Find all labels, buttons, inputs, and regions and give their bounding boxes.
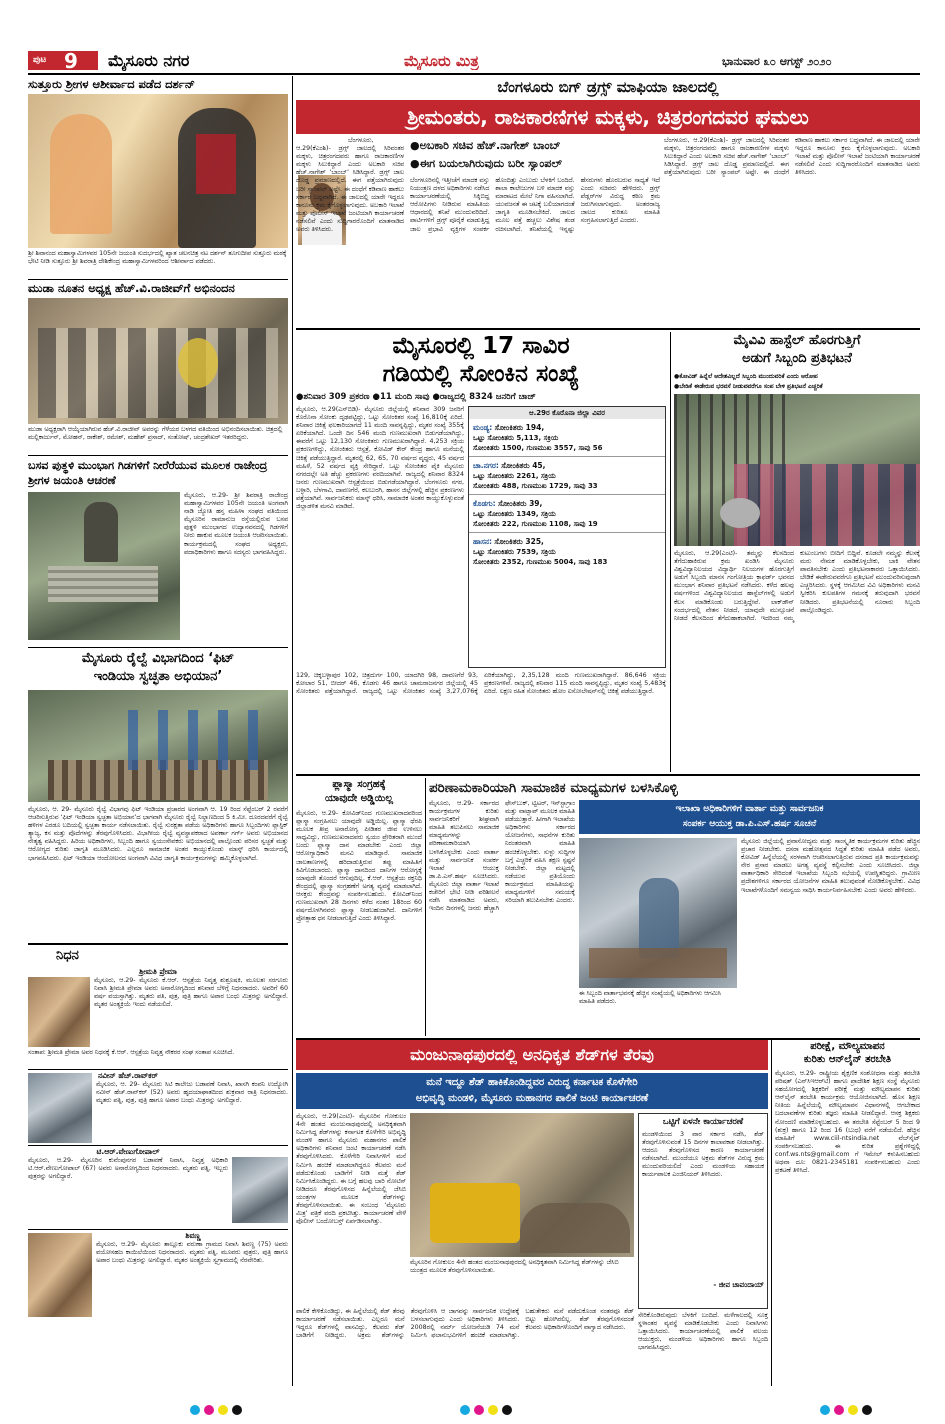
social-body-right: ಮೈಸೂರು ಜಿಲ್ಲೆಯಲ್ಲಿ ಪ್ರವಾಸೋದ್ಯಮ ಮತ್ತು ಸಾಂಸ್ಕೃತಿಕ ಕಾರ್ಯಕ್ರಮಗಳ ಕುರಿತು ಹೆಚ್ಚಿನ ಪ್ರಚಾರ ನೀಡಬೇಕು. ದಸರಾ ಮಹೋತ್ಸವದ ಸಿದ್ಧತೆ ಕುರಿತು ಮಾಹಿತಿ ಪಡೆದ ಅವರು, ಕೋವಿಡ್ ಹಿನ್ನೆಲೆಯಲ್ಲಿ ಸರಳವಾಗಿ ಆಚರಿಸಲಾಗುತ್ತಿರುವ ದಸರಾದ ಪ್ರತಿ ಕಾರ್ಯಕ್ರಮವನ್ನು ನೇರ ಪ್ರಸಾರ ಮಾಡಲು ಅಗತ್ಯ ವ್ಯವಸ್ಥೆ ಕಲ್ಪಿಸಬೇಕು ಎಂದು ಸೂಚಿಸಿದರು. ಜಿಲ್ಲಾ ವಾರ್ತಾಧಿಕಾರಿ ಸೇರಿದಂತೆ ಇಲಾಖೆಯ ಸಿಬ್ಬಂದಿ ಸಭೆಯಲ್ಲಿ ಉಪಸ್ಥಿತರಿದ್ದರು. ಗ್ರಾಮೀಣ ಪ್ರದೇಶಗಳಿಗೂ ಸರ್ಕಾರದ ಯೋಜನೆಗಳ ಮಾಹಿತಿ ತಲುಪುವಂತೆ ನೋಡಿಕೊಳ್ಳಬೇಕು. ವಿವಿಧ ಇಲಾಖೆಗಳೊಂದಿಗೆ ಸಮನ್ವಯ ಸಾಧಿಸಿ ಕಾರ್ಯನಿರ್ವಹಿಸಬೇಕು ಎಂದು ಅವರು ಹೇಳಿದರು. — [741, 838, 920, 894]
lead-kicker: ಬೆಂಗಳೂರು ಬಿಗ್ ಡ್ರಗ್ಸ್ ಮಾಫಿಯಾ ಜಾಲದಲ್ಲಿ — [497, 78, 719, 96]
jcb — [430, 1183, 520, 1243]
plasma-story — [296, 778, 422, 1036]
obit-photo-2 — [28, 1073, 92, 1143]
obit-photo-3 — [232, 1157, 288, 1223]
workers — [128, 710, 268, 770]
obit-name-1: ಶ್ರೀಮತಿ ಪ್ರೇಮಾ — [139, 967, 177, 976]
social-photo — [579, 838, 737, 988]
divider — [28, 647, 288, 648]
page-date: ಭಾನುವಾರ ೩೦ ಆಗಸ್ಟ್ ೨೦೨೦ — [722, 55, 832, 68]
divider — [296, 774, 920, 776]
hostel-subhead-1: ●ಕೋವಿಡ್ ಹಿನ್ನೆಲೆ ಆದೇಶವಿಲ್ಲದೆ ಸಿಬ್ಬಂದಿ ಮುಂದುವರಿಕೆ ಎಂದು ಆರೋಪ — [674, 373, 818, 380]
divider — [28, 1229, 288, 1230]
covid-body: ಮೈಸೂರು, ಆ.29(ಎಸ್‌ಬಿಡಿ)- ಮೈಸೂರು ಜಿಲ್ಲೆಯಲ್ಲಿ ಶನಿವಾರ 309 ಜನರಿಗೆ ಕೊರೊನಾ ಸೋಂಕು ದೃಢಪಟ್ಟಿದ್ದು, ಒಟ್ಟು ಸೋಂಕಿತರ ಸಂಖ್ಯೆ 16,810ಕ್ಕೆ ಏರಿದೆ. ಶನಿವಾರ ಚಿಕಿತ್ಸೆ ಫಲಕಾರಿಯಾಗದೆ 11 ಮಂದಿ ಸಾವನ್ನಪ್ಪಿದ್ದು, ಮೃತರ ಸಂಖ್ಯೆ 355ಕ್ಕೆ ಏರಿಕೆಯಾಗಿದೆ. ಒಂದೇ ದಿನ 546 ಮಂದಿ ಗುಣಮುಖರಾಗಿ ಬಿಡುಗಡೆಯಾಗಿದ್ದು, ಈವರೆಗೆ ಒಟ್ಟು 12,130 ಸೋಂಕಿತರು ಗುಣಮುಖರಾಗಿದ್ದಾರೆ. 4,253 ಸಕ್ರಿಯ ಪ್ರಕರಣಗಳಿದ್ದು, ಸೋಂಕಿತರು ಆಸ್ಪತ್ರೆ, ಕೋವಿಡ್ ಕೇರ್ ಕೇಂದ್ರ ಹಾಗೂ ಮನೆಯಲ್ಲಿ ಚಿಕಿತ್ಸೆ ಪಡೆಯುತ್ತಿದ್ದಾರೆ. ಮೃತರಲ್ಲಿ 62, 65, 70 ವರ್ಷದ ವೃದ್ಧರು, 45 ವರ್ಷದ ಮಹಿಳೆ, 52 ವರ್ಷದ ವ್ಯಕ್ತಿ ಸೇರಿದ್ದಾರೆ. ಒಟ್ಟು ಸೋಂಕಿತರ ಪೈಕಿ ಮೈಸೂರು ನಗರದಲ್ಲೇ ಅತಿ ಹೆಚ್ಚು ಪ್ರಕರಣಗಳು ವರದಿಯಾಗಿವೆ. ರಾಜ್ಯದಲ್ಲಿ ಶನಿವಾರ 8324 ಜನರು ಗುಣಮುಖರಾಗಿ ಆಸ್ಪತ್ರೆಯಿಂದ ಬಿಡುಗಡೆಯಾಗಿದ್ದಾರೆ. ಬೆಂಗಳೂರು ನಗರ, ಬಳ್ಳಾರಿ, ಬೆಳಗಾವಿ, ದಾವಣಗೆರೆ, ಕಲಬುರಗಿ, ಹಾಸನ ಜಿಲ್ಲೆಗಳಲ್ಲಿ ಹೆಚ್ಚಿನ ಪ್ರಕರಣಗಳು ಪತ್ತೆಯಾಗಿವೆ. ಸಾರ್ವಜನಿಕರು ಮಾಸ್ಕ್ ಧರಿಸಿ, ಸಾಮಾಜಿಕ ಅಂತರ ಕಾಯ್ದುಕೊಳ್ಳುವಂತೆ ಜಿಲ್ಲಾಡಳಿತ ಮನವಿ ಮಾಡಿದೆ. — [296, 406, 464, 511]
registration-mark-black — [862, 1405, 872, 1415]
shed-body-3: ಸೇರಿಕೊಂಡಿರುವುದು ಬೆಳಕಿಗೆ ಬಂದಿದೆ. ಮಳೆಗಾಲದಲ್ಲಿ ಸೂಕ್ತ ಸ್ಥಳಾಂತರ ವ್ಯವಸ್ಥೆ ಮಾಡಿಕೊಡಬೇಕು ಎಂದು ನಿವಾಸಿಗಳು ಒತ್ತಾಯಿಸಿದರು. ಕಾರ್ಯಾಚರಣೆಯಲ್ಲಿ ಪಾಲಿಕೆ ವಲಯ ಆಯುಕ್ತರು, ಮಂಡಳಿಯ ಅಧಿಕಾರಿಗಳು ಹಾಗೂ ಸಿಬ್ಬಂದಿ ಭಾಗವಹಿಸಿದ್ದರು. — [638, 1312, 768, 1352]
story-basava — [28, 458, 288, 646]
registration-mark-black — [502, 1405, 512, 1415]
covid-headline-2: ಗಡಿಯಲ್ಲಿ ಸೋಂಕಿನ ಸಂಖ್ಯೆ — [382, 361, 580, 387]
page-header — [28, 50, 920, 72]
registration-mark-yellow — [848, 1405, 858, 1415]
section-title: ಮೈಸೂರು ನಗರ — [108, 51, 190, 70]
protesters — [734, 464, 920, 546]
covid-row-l2: ಒಟ್ಟು ಸೋಂಕಿತರು 1349, ಸಕ್ರಿಯ — [473, 510, 556, 518]
obituary-headline: ನಿಧನ — [56, 948, 79, 963]
column-divider — [425, 778, 426, 1036]
divider — [28, 943, 288, 945]
shed-box — [296, 1073, 768, 1109]
covid-row-hassan — [469, 533, 665, 570]
covid-row-l3: ಸೋಂಕಿತರು 1500, ಗುಣಮುಖ 3557, ಸಾವು 56 — [473, 444, 603, 452]
column-divider — [292, 76, 293, 1386]
railway-photo — [28, 690, 288, 802]
darshan-caption: ಶ್ರೀ ಶಿವಾನಂದ ಮಹಾಸ್ವಾಮಿಗಳವರ 105ನೇ ಜಯಂತಿ ಸುದರ್ಭದಲ್ಲಿ ಖ್ಯಾತ ಚಲನಚಿತ್ರ ನಟ ದರ್ಶನ್ ತೂಗುದೀಪ ಸುತ್ತೂರು ಮಠಕ್ಕೆ ಭೇಟಿ ನೀಡಿ ಸುತ್ತೂರು ಶ್ರೀ ಶಿವರಾತ್ರಿ ದೇಶಿಕೇಂದ್ರ ಮಹಾಸ್ವಾಮಿಗಳವರಿಂದ ಆಶೀರ್ವಾದ ಪಡೆದರು. — [28, 250, 287, 265]
lead-body-far: ಬೆಂಗಳೂರು, ಆ.29(ಕೆಎಂಶಿ)- ಡ್ರಗ್ಸ್ ಜಾಲದಲ್ಲಿ ಸಿರಿವಂತರ ಮಕ್ಕಳು, ಚಿತ್ರರಂಗದವರು ಹಾಗೂ ರಾಜಕಾರಣಿಗಳ ಮಕ್ಕಳು ಸಿಲುಕಿದ್ದಾರೆ ಎಂದು ಅಬಕಾರಿ ಸಚಿವ ಹೆಚ್.ನಾಗೇಶ್ ‘ಬಾಂಬ್’ ಸಿಡಿಸಿದ್ದಾರೆ. ಡ್ರಗ್ಸ್ ಜಾಲ ದೊಡ್ಡ ಪ್ರಮಾಣದಲ್ಲಿದೆ. ಈಗ ಪತ್ತೆಯಾಗಿರುವುದು ಬರೀ ಸ್ಯಾಂಪಲ್ ಅಷ್ಟೇ. ಈ ದಂಧೆಗೆ ಕಡಿವಾಣ ಹಾಕಲು ಸರ್ಕಾರ ಬದ್ಧವಾಗಿದೆ. ಈ ಜಾಲದಲ್ಲಿ ಯಾರೇ ಇದ್ದರೂ ಕಾನೂನು ಕ್ರಮ ಕೈಗೊಳ್ಳಲಾಗುವುದು. ಅಬಕಾರಿ ಇಲಾಖೆ ಮತ್ತು ಪೊಲೀಸ್ ಇಲಾಖೆ ಜಂಟಿಯಾಗಿ ಕಾರ್ಯಾಚರಣೆ ನಡೆಸಲಿವೆ ಎಂದು ಸುದ್ದಿಗಾರರೊಂದಿಗೆ ಮಾತನಾಡಿದ ಅವರು ತಿಳಿಸಿದರು. — [664, 137, 920, 177]
railway-headline-2: ಇಂಡಿಯಾ ಸ್ವಚ್ಛತಾ ಅಭಿಯಾನ’ — [93, 669, 223, 684]
covid-row-district: ಚಾ.ನಗರ: — [473, 461, 499, 470]
desk — [589, 948, 727, 978]
covid-row-l1: ಸೋಂಕಿತರು 45, — [501, 461, 546, 470]
plasma-headline-1: ಪ್ಲಾಸ್ಮಾ ಸಂಗ್ರಹಕ್ಕೆ — [332, 779, 386, 790]
covid-table — [468, 406, 666, 668]
swamiji-figure — [50, 114, 112, 234]
registration-mark-cyan — [820, 1405, 830, 1415]
covid-row-l3: ಸೋಂಕಿತರು 488, ಗುಣಮುಖ 1729, ಸಾವು 33 — [473, 482, 598, 490]
divider — [28, 279, 288, 280]
social-caption: ಈ ಸಿಬ್ಬಂದಿ ವಾರ್ತಾಭವನಕ್ಕೆ ಹೆಚ್ಚಿನ ಸಂಖ್ಯೆಯಲ್ಲಿ ಅಧಿಕಾರಿಗಳು ಆಗಮಿಸಿ ಮಾಹಿತಿ ಪಡೆದರು. — [579, 990, 721, 1005]
covid-subhead: ●ಶನಿವಾರ 309 ಪ್ರಕರಣ ●11 ಮಂದಿ ಸಾವು ●ರಾಜ್ಯದಲ್ಲಿ 8324 ಜನರಿಗೆ ಚಾಜ್ — [296, 392, 536, 402]
shed-box-line-1: ಮನೆ ಇದ್ದೂ ಶೆಡ್ ಹಾಕಿಕೊಂಡಿದ್ದವರ ವಿರುದ್ಧ ಕರ್ನಾಟಕ ಕೊಳೆಗೇರಿ — [426, 1077, 638, 1088]
hostel-headline-1: ಮೈವಿವಿ ಹಾಸ್ಟೆಲ್ ಹೊರಗುತ್ತಿಗೆ — [733, 333, 861, 348]
shed-body-2: ಪಾಲಿಕೆ ಕೇಳಿಕೊಂಡಿದ್ದು, ಈ ಹಿನ್ನೆಲೆಯಲ್ಲಿ ಶೆಡ್ ತೆರವು ಕಾರ್ಯಾಚರಣೆ ನಡೆಸಲಾಯಿತು. ಎಲ್ಲರೂ ಮನೆ ಇದ್ದರೂ ಶೆಡ್‌ಗಳಲ್ಲಿ ವಾಸವಿದ್ದು, ಕೆಲವರು ಶೆಡ್ ಬಾಡಿಗೆಗೆ ನೀಡಿದ್ದರು. ಅಕ್ರಮ ಶೆಡ್‌ಗಳನ್ನು ತೆರವುಗೊಳಿಸಿ ಆ ಜಾಗವನ್ನು ಸಾರ್ವಜನಿಕ ಉದ್ದೇಶಕ್ಕೆ ಬಳಸಲಾಗುವುದು ಎಂದು ಅಧಿಕಾರಿಗಳು ತಿಳಿಸಿದರು. 2008ರಲ್ಲಿ ನರ್ಮ್ ಯೋಜನೆಯಡಿ 74 ಮನೆ ನಿರ್ಮಿಸಿ ಫಲಾನುಭವಿಗಳಿಗೆ ಹಂಚಿಕೆ ಮಾಡಲಾಗಿತ್ತು. ಬಹುತೇಕರು ಮನೆ ಪಡೆದುಕೊಂಡ ನಂತರವೂ ಶೆಡ್ ಬಿಟ್ಟು ಹೋಗಿರಲಿಲ್ಲ. ಶೆಡ್ ತೆರವುಗೊಳಿಸದಂತೆ ಕೆಲವರು ಅಧಿಕಾರಿಗಳೊಂದಿಗೆ ವಾಗ್ವಾದ ನಡೆಸಿದರು. — [296, 1308, 634, 1340]
exam-body: ಮೈಸೂರು, ಆ.29- ರಾಷ್ಟ್ರೀಯ ಶೈಕ್ಷಣಿಕ ಸಂಶೋಧನಾ ಮತ್ತು ತರಬೇತಿ ಪರಿಷತ್ (ಎನ್‌ಸಿಇಆರ್‌ಟಿ) ಹಾಗೂ ಪ್ರಾದೇಶಿಕ ಶಿಕ್ಷಣ ಸಂಸ್ಥೆ ಮೈಸೂರು ಸಹಯೋಗದಲ್ಲಿ ಶಿಕ್ಷಕರಿಗೆ ಪರೀಕ್ಷೆ ಮತ್ತು ಮೌಲ್ಯಮಾಪನ ಕುರಿತು ಆನ್‌ಲೈನ್ ತರಬೇತಿ ಕಾರ್ಯಕ್ರಮ ಆಯೋಜಿಸಲಾಗಿದೆ. ಹೊಸ ಶಿಕ್ಷಣ ನೀತಿಯ ಹಿನ್ನೆಲೆಯಲ್ಲಿ ಮೌಲ್ಯಮಾಪನ ವಿಧಾನಗಳಲ್ಲಿ ಆಗಬೇಕಾದ ಬದಲಾವಣೆಗಳ ಕುರಿತು ತಜ್ಞರು ಮಾಹಿತಿ ನೀಡಲಿದ್ದಾರೆ. ಆಸಕ್ತ ಶಿಕ್ಷಕರು ನೋಂದಣಿ ಮಾಡಿಕೊಳ್ಳಬಹುದು. ಈ ತರಬೇತಿ ಸೆಪ್ಟೆಂಬರ್ 5 ರಿಂದ 9 (ಶುಕ್ರ) ಹಾಗೂ 12 ರಿಂದ 16 (ಬುಧ) ವರೆಗೆ ನಡೆಯಲಿದೆ. ಹೆಚ್ಚಿನ ಮಾಹಿತಿಗೆ www.ciil-ntsindia.net ವೆಬ್‌ಸೈಟ್ ಸಂಪರ್ಕಿಸಬಹುದು. ಈ ಕುರಿತ ಪ್ರಶ್ನೆಗಳಿದ್ದಲ್ಲಿ conf.ws.nts@gmail.com ಗೆ ಇಮೇಲ್ ಕಳುಹಿಸಬಹುದು ಅಥವಾ ದೂ: 0821-2345181 ಸಂಪರ್ಕಿಸಬಹುದು ಎಂದು ಪ್ರಕಟಣೆ ತಿಳಿಸಿದೆ. — [775, 1070, 920, 1175]
lead-body-right: ಬೆಂಗಳೂರಿನಲ್ಲಿ ಇತ್ತೀಚೆಗೆ ಮಾದಕ ವಸ್ತು ನಿಯಂತ್ರಣ ದಳದ ಅಧಿಕಾರಿಗಳು ನಡೆಸಿದ ಕಾರ್ಯಾಚರಣೆಯಲ್ಲಿ ಸಿಕ್ಕಿಬಿದ್ದ ಆರೋಪಿಗಳು ನೀಡಿರುವ ಮಾಹಿತಿಯ ಆಧಾರದಲ್ಲಿ ತನಿಖೆ ಮುಂದುವರಿದಿದೆ. ಪಾರ್ಟಿಗಳಿಗೆ ಡ್ರಗ್ಸ್ ಪೂರೈಕೆ ಮಾಡುತ್ತಿದ್ದ ಜಾಲ ಪ್ರಭಾವಿ ವ್ಯಕ್ತಿಗಳ ಸಂಪರ್ಕ ಹೊಂದಿತ್ತು ಎಂಬುದು ಬೆಳಕಿಗೆ ಬಂದಿದೆ. ಶಾಲಾ ಕಾಲೇಜುಗಳ ಬಳಿ ಮಾದಕ ವಸ್ತು ಮಾರಾಟದ ಮೇಲೆ ನಿಗಾ ವಹಿಸಲಾಗಿದೆ. ಯುವಜನತೆ ಈ ಚಟಕ್ಕೆ ಬಲಿಯಾಗದಂತೆ ಜಾಗೃತಿ ಮೂಡಿಸಬೇಕಿದೆ. ಜಾಲದ ಮೂಲ ಪತ್ತೆ ಹಚ್ಚಲು ವಿಶೇಷ ತಂಡ ರಚಿಸಲಾಗಿದೆ. ತನಿಖೆಯಲ್ಲಿ ಇನ್ನಷ್ಟು ಹೆಸರುಗಳು ಹೊರಬರುವ ಸಾಧ್ಯತೆ ಇದೆ ಎಂದು ಸಚಿವರು ಹೇಳಿದರು. ಡ್ರಗ್ಸ್ ಪೆಡ್ಲರ್‌ಗಳ ವಿರುದ್ಧ ಕಠಿಣ ಕ್ರಮ ಜರುಗಿಸಲಾಗುವುದು. ಅಂತರರಾಜ್ಯ ಜಾಲದ ಕುರಿತೂ ಮಾಹಿತಿ ಸಂಗ್ರಹಿಸಲಾಗುತ್ತಿದೆ ಎಂದರು. — [410, 177, 660, 233]
rubble — [520, 1203, 630, 1253]
muda-photo — [28, 298, 288, 424]
registration-mark-yellow — [218, 1405, 228, 1415]
covid-row-l3: ಸೋಂಕಿತರು 222, ಗುಣಮುಖ 1108, ಸಾವು 19 — [473, 520, 598, 528]
covid-story — [296, 332, 666, 772]
hostel-body: ಮೈಸೂರು, ಆ.29(ಎಂಟಿ)- ತಮ್ಮನ್ನು ಕೆಲಸದಿಂದ ತೆಗೆದುಹಾಕಿರುವ ಕ್ರಮ ಖಂಡಿಸಿ ಮೈಸೂರು ವಿಶ್ವವಿದ್ಯಾನಿಲಯದ ವಿದ್ಯಾರ್ಥಿ ನಿಲಯಗಳ ಹೊರಗುತ್ತಿಗೆ ಅಡುಗೆ ಸಿಬ್ಬಂದಿ ಮಾನಸ ಗಂಗೋತ್ರಿಯ ಕ್ರಾಫರ್ಡ್ ಭವನದ ಮುಂಭಾಗ ಶನಿವಾರ ಪ್ರತಿಭಟನೆ ನಡೆಸಿದರು. ಕಳೆದ ಹಲವು ವರ್ಷಗಳಿಂದ ವಿಶ್ವವಿದ್ಯಾನಿಲಯದ ಹಾಸ್ಟೆಲ್‌ಗಳಲ್ಲಿ ಅಡುಗೆ ಕೆಲಸ ಮಾಡಿಕೊಂಡು ಬರುತ್ತಿದ್ದೇವೆ. ಲಾಕ್‌ಡೌನ್ ಸಂದರ್ಭದಲ್ಲಿ ವೇತನ ನೀಡದೆ, ಯಾವುದೇ ಮುನ್ಸೂಚನೆ ನೀಡದೆ ಕೆಲಸದಿಂದ ತೆಗೆದುಹಾಕಲಾಗಿದೆ. ಇದರಿಂದ ನಮ್ಮ ಕುಟುಂಬಗಳು ಬೀದಿಗೆ ಬಿದ್ದಿವೆ. ಕೂಡಲೇ ನಮ್ಮನ್ನು ಕೆಲಸಕ್ಕೆ ಮರು ನೇಮಕ ಮಾಡಿಕೊಳ್ಳಬೇಕು, ಬಾಕಿ ವೇತನ ಪಾವತಿಸಬೇಕು ಎಂದು ಪ್ರತಿಭಟನಾಕಾರರು ಒತ್ತಾಯಿಸಿದರು. ಬೇಡಿಕೆ ಈಡೇರುವವರೆಗೂ ಪ್ರತಿಭಟನೆ ಮುಂದುವರಿಸುವುದಾಗಿ ಎಚ್ಚರಿಸಿದರು. ಸ್ಥಳಕ್ಕೆ ಆಗಮಿಸಿದ ವಿವಿ ಅಧಿಕಾರಿಗಳು ಮನವಿ ಸ್ವೀಕರಿಸಿ ಕುಲಪತಿಗಳ ಗಮನಕ್ಕೆ ತರುವುದಾಗಿ ಭರವಸೆ ನೀಡಿದರು. ಪ್ರತಿಭಟನೆಯಲ್ಲಿ ನೂರಾರು ಸಿಬ್ಬಂದಿ ಪಾಲ್ಗೊಂಡಿದ್ದರು. — [674, 550, 920, 622]
registration-mark-yellow — [488, 1405, 498, 1415]
shed-body: ಮೈಸೂರು, ಆ.29(ಎಂಟಿ)- ಮೈಸೂರಿನ ಗೋಕುಲಂ 4ನೇ ಹಂತದ ಮಂಜುನಾಥಪುರದಲ್ಲಿ ಅನಧಿಕೃತವಾಗಿ ನಿರ್ಮಿಸಿದ್ದ ಶೆಡ್‌ಗಳನ್ನು ಕರ್ನಾಟಕ ಕೊಳೆಗೇರಿ ಅಭಿವೃದ್ಧಿ ಮಂಡಳಿ ಹಾಗೂ ಮೈಸೂರು ಮಹಾನಗರ ಪಾಲಿಕೆ ಅಧಿಕಾರಿಗಳು ಶನಿವಾರ ಜಂಟಿ ಕಾರ್ಯಾಚರಣೆ ನಡೆಸಿ ತೆರವುಗೊಳಿಸಿದರು. ಕೊಳೆಗೇರಿ ನಿವಾಸಿಗಳಿಗೆ ಮನೆ ನಿರ್ಮಿಸಿ ಹಂಚಿಕೆ ಮಾಡಲಾಗಿದ್ದರೂ ಕೆಲವರು ಮನೆ ಪಡೆದುಕೊಂಡು ಬಾಡಿಗೆಗೆ ನೀಡಿ ಮತ್ತೆ ಶೆಡ್ ನಿರ್ಮಿಸಿಕೊಂಡಿದ್ದರು. ಈ ಬಗ್ಗೆ ಹಲವು ಬಾರಿ ನೋಟಿಸ್ ನೀಡಿದರೂ ತೆರವುಗೊಳಿಸದ ಹಿನ್ನೆಲೆಯಲ್ಲಿ ಜೆಸಿಬಿ ಯಂತ್ರಗಳ ಮೂಲಕ ಶೆಡ್‌ಗಳನ್ನು ತೆರವುಗೊಳಿಸಲಾಯಿತು. ಈ ಸಂಬಂಧ ‘ಮೈಸೂರು ಮಿತ್ರ’ ಪತ್ರಿಕೆ ವರದಿ ಪ್ರಕಟಿಸಿತ್ತು. ಕಾರ್ಯಾಚರಣೆ ವೇಳೆ ಪೊಲೀಸ್ ಬಂದೋಬಸ್ತ್ ಏರ್ಪಡಿಸಲಾಗಿತ್ತು. — [296, 1113, 406, 1226]
obit-photo-1 — [28, 977, 90, 1047]
column-divider — [771, 1040, 772, 1386]
covid-row-l1: ಸೋಂಕಿತರು 39, — [498, 499, 543, 508]
shed-photo — [410, 1113, 634, 1257]
obit-photo-4 — [28, 1233, 92, 1317]
shed-side-body: ಮಂಡಳಿಯಿಂದ 3 ವಾರ ಸರ್ಕಾರ ನಡೆಸಿ, ಶೆಡ್ ತೆರವುಗೊಳಿಸುವಂತೆ 15 ದಿನಗಳ ಕಾಲಾವಕಾಶ ನೀಡಲಾಗಿತ್ತು. ಆದರೂ ತೆರವುಗೊಳಿಸದ ಕಾರಣ ಕಾರ್ಯಾಚರಣೆ ನಡೆಸಲಾಗಿದೆ. ಮುಂದೆಯೂ ಅಕ್ರಮ ಶೆಡ್‌ಗಳ ವಿರುದ್ಧ ಕ್ರಮ ಮುಂದುವರಿಯಲಿದೆ ಎಂದು ಮಂಡಳಿಯ ಸಹಾಯಕ ಕಾರ್ಯಪಾಲಕ ಎಂಜಿನಿಯರ್ ತಿಳಿಸಿದರು. — [642, 1131, 764, 1179]
covid-row-l2: ಒಟ್ಟು ಸೋಂಕಿತರು 2261, ಸಕ್ರಿಯ — [473, 472, 556, 480]
social-body: ಮೈಸೂರು, ಆ.29- ಸರ್ಕಾರದ ಕಾರ್ಯಕ್ರಮಗಳ ಕುರಿತು ಸಾರ್ವಜನಿಕರಿಗೆ ಶೀಘ್ರವಾಗಿ ಮಾಹಿತಿ ತಲುಪಿಸಲು ಸಾಮಾಜಿಕ ಮಾಧ್ಯಮಗಳನ್ನು ಪರಿಣಾಮಕಾರಿಯಾಗಿ ಬಳಸಿಕೊಳ್ಳಬೇಕು ಎಂದು ವಾರ್ತಾ ಮತ್ತು ಸಾರ್ವಜನಿಕ ಸಂಪರ್ಕ ಇಲಾಖೆ ಆಯುಕ್ತ ಡಾ.ಪಿ.ಎಸ್.ಹರ್ಷ ಸೂಚಿಸಿದರು. ಮೈಸೂರು ಜಿಲ್ಲಾ ವಾರ್ತಾ ಇಲಾಖೆ ಕಚೇರಿಗೆ ಭೇಟಿ ನೀಡಿ ಪರಿಶೀಲನೆ ನಡೆಸಿ ಮಾತನಾಡಿದ ಅವರು, ಇಂದಿನ ದಿನಗಳಲ್ಲಿ ಜನರು ಹೆಚ್ಚಾಗಿ ಫೇಸ್‌ಬುಕ್, ಟ್ವಿಟರ್, ಇನ್‌ಸ್ಟಾಗ್ರಾಂ ಮತ್ತು ವಾಟ್ಸಾಪ್ ಮೂಲಕ ಮಾಹಿತಿ ಪಡೆಯುತ್ತಾರೆ. ಹೀಗಾಗಿ ಇಲಾಖೆಯ ಅಧಿಕಾರಿಗಳು ಸರ್ಕಾರದ ಯೋಜನೆಗಳು, ಸಾಧನೆಗಳ ಕುರಿತು ನಿರಂತರವಾಗಿ ಮಾಹಿತಿ ಹಂಚಿಕೊಳ್ಳಬೇಕು. ಸುಳ್ಳು ಸುದ್ದಿಗಳ ಬಗ್ಗೆ ಎಚ್ಚರಿಕೆ ವಹಿಸಿ ತಕ್ಷಣ ಸ್ಪಷ್ಟನೆ ನೀಡಬೇಕು. ಜಿಲ್ಲಾ ಮಟ್ಟದಲ್ಲಿ ನಡೆಯುವ ಪ್ರತಿಯೊಂದು ಕಾರ್ಯಕ್ರಮದ ಮಾಹಿತಿಯನ್ನು ಮಾಧ್ಯಮಗಳಿಗೆ ಸಮಯಕ್ಕೆ ಸರಿಯಾಗಿ ತಲುಪಿಸಬೇಕು ಎಂದರು. — [429, 800, 575, 913]
covid-row-district: ಕೊಡಗು: — [473, 499, 496, 508]
lead-story — [296, 77, 920, 327]
statue — [84, 502, 118, 562]
shed-box-line-2: ಅಭಿವೃದ್ಧಿ ಮಂಡಳಿ, ಮೈಸೂರು ಮಹಾನಗರ ಪಾಲಿಕೆ ಜಂಟಿ ಕಾರ್ಯಾಚರಣೆ — [415, 1093, 649, 1104]
exam-headline-1: ಪರೀಕ್ಷೆ, ಮೌಲ್ಯಮಾಪನ — [810, 1041, 885, 1052]
muda-caption: ಮುಡಾ ಅಧ್ಯಕ್ಷರಾಗಿ ಆಯ್ಕೆಯಾಗಿರುವ ಹೆಚ್.ವಿ.ರಾಜೀವ್ ಅವರನ್ನು ಗೆಳೆಯರ ಬಳಗದ ವತಿಯಿಂದ ಅಭಿನಂದಿಸಲಾಯಿತು. ಚಿತ್ರದಲ್ಲಿ ಮಲ್ಲಿಕಾರ್ಜುನ್, ಮೋಹನ್, ರಾಕೇಶ್, ರಮೇಶ್, ಮಹೇಶ್ ಪ್ರಸಾದ್, ಸಂತೋಷ್, ಚಂದ್ರಶೇಖರ್ ಇತರರಿದ್ದರು. — [28, 426, 283, 441]
plasma-body: ಮೈಸೂರು, ಆ.29- ಕೋವಿಡ್‌ನಿಂದ ಗುಣಮುಖರಾದವರಿಂದ ಪ್ಲಾಸ್ಮಾ ಸಂಗ್ರಹಿಸಲು ಯಾವುದೇ ಅಡ್ಡಿಯಿಲ್ಲ. ಪ್ಲಾಸ್ಮಾ ಥೆರಪಿ ಮೂಲಕ ತೀವ್ರ ಅನಾರೋಗ್ಯ ಪೀಡಿತರ ಜೀವ ಉಳಿಸಲು ಸಾಧ್ಯವಿದ್ದು, ಗುಣಮುಖರಾದವರು ಸ್ವಯಂ ಪ್ರೇರಿತರಾಗಿ ಮುಂದೆ ಬಂದು ಪ್ಲಾಸ್ಮಾ ದಾನ ಮಾಡಬೇಕು ಎಂದು ಜಿಲ್ಲಾ ಆರೋಗ್ಯಾಧಿಕಾರಿ ಮನವಿ ಮಾಡಿದ್ದಾರೆ. ಸಾಮಾಜಿಕ ಜಾಲತಾಣಗಳಲ್ಲಿ ಹರಿದಾಡುತ್ತಿರುವ ತಪ್ಪು ಮಾಹಿತಿಗೆ ಕಿವಿಗೊಡಬಾರದು. ಪ್ಲಾಸ್ಮಾ ದಾನದಿಂದ ದಾನಿಗಳ ಆರೋಗ್ಯಕ್ಕೆ ಯಾವುದೇ ತೊಂದರೆ ಆಗುವುದಿಲ್ಲ. ಕೆ.ಆರ್. ಆಸ್ಪತ್ರೆಯ ರಕ್ತನಿಧಿ ಕೇಂದ್ರದಲ್ಲಿ ಪ್ಲಾಸ್ಮಾ ಸಂಗ್ರಹಣೆಗೆ ಅಗತ್ಯ ವ್ಯವಸ್ಥೆ ಮಾಡಲಾಗಿದೆ. ಆಸಕ್ತರು ಕೇಂದ್ರವನ್ನು ಸಂಪರ್ಕಿಸಬಹುದು. ಕೋವಿಡ್‌ನಿಂದ ಗುಣಮುಖರಾಗಿ 28 ದಿನಗಳು ಕಳೆದ ನಂತರ 18ರಿಂದ 60 ವರ್ಷದೊಳಗಿನವರು ಪ್ಲಾಸ್ಮಾ ನೀಡಬಹುದಾಗಿದೆ. ದಾನಿಗಳಿಗೆ ಪ್ರೋತ್ಸಾಹ ಧನ ನೀಡಲಾಗುತ್ತಿದೆ ಎಂದು ತಿಳಿಸಿದ್ದಾರೆ. — [296, 810, 422, 923]
divider — [28, 1069, 288, 1070]
covid-row-district: ಮಂಡ್ಯ: — [473, 423, 493, 432]
official-figure — [639, 878, 679, 958]
shed-story — [296, 1040, 768, 1386]
divider — [28, 1145, 288, 1146]
hostel-photo — [674, 394, 920, 546]
darshan-photo — [28, 94, 288, 248]
shed-side-headline: ಒಟ್ಟಿಗೆ ಏಳನೇ ಕಾರ್ಯಾಚರಣೆ — [662, 1117, 744, 1127]
shed-headline: ಮಂಜುನಾಥಪುರದಲ್ಲಿ ಅನಧಿಕೃತ ಶೆಡ್‌ಗಳ ತೆರವು — [296, 1040, 768, 1070]
obit-name-4: ಶಿವಣ್ಣ — [185, 1231, 201, 1240]
lead-body-left: ಬೆಂಗಳೂರು, ಆ.29(ಕೆಎಂಶಿ)- ಡ್ರಗ್ಸ್ ಜಾಲದಲ್ಲಿ ಸಿರಿವಂತರ ಮಕ್ಕಳು, ಚಿತ್ರರಂಗದವರು ಹಾಗೂ ರಾಜಕಾರಣಿಗಳ ಮಕ್ಕಳು ಸಿಲುಕಿದ್ದಾರೆ ಎಂದು ಅಬಕಾರಿ ಸಚಿವ ಹೆಚ್.ನಾಗೇಶ್ ‘ಬಾಂಬ್’ ಸಿಡಿಸಿದ್ದಾರೆ. ಡ್ರಗ್ಸ್ ಜಾಲ ದೊಡ್ಡ ಪ್ರಮಾಣದಲ್ಲಿದೆ. ಈಗ ಪತ್ತೆಯಾಗಿರುವುದು ಬರೀ ಸ್ಯಾಂಪಲ್ ಅಷ್ಟೇ. ಈ ದಂಧೆಗೆ ಕಡಿವಾಣ ಹಾಕಲು ಸರ್ಕಾರ ಬದ್ಧವಾಗಿದೆ. ಈ ಜಾಲದಲ್ಲಿ ಯಾರೇ ಇದ್ದರೂ ಕಾನೂನು ಕ್ರಮ ಕೈಗೊಳ್ಳಲಾಗುವುದು. ಅಬಕಾರಿ ಇಲಾಖೆ ಮತ್ತು ಪೊಲೀಸ್ ಇಲಾಖೆ ಜಂಟಿಯಾಗಿ ಕಾರ್ಯಾಚರಣೆ ನಡೆಸಲಿವೆ ಎಂದು ಸುದ್ದಿಗಾರರೊಂದಿಗೆ ಮಾತನಾಡಿದ ಅವರು ತಿಳಿಸಿದರು. — [296, 137, 404, 234]
lead-subhead-1: ●ಅಬಕಾರಿ ಸಚಿವ ಹೆಚ್.ನಾಗೇಶ್ ಬಾಂಬ್ — [410, 139, 561, 152]
registration-mark-magenta — [474, 1405, 484, 1415]
covid-row-kodagu — [469, 495, 665, 533]
registration-mark-magenta — [834, 1405, 844, 1415]
column-divider — [670, 332, 671, 772]
covid-row-l2: ಒಟ್ಟು ಸೋಂಕಿತರು 5,113, ಸಕ್ರಿಯ — [473, 434, 559, 442]
covid-row-l1: ಸೋಂಕಿತರು 194, — [494, 423, 545, 432]
plasma-headline-2: ಯಾವುದೇ ಅಡ್ಡಿಯಿಲ್ಲ — [324, 793, 394, 804]
exam-story — [775, 1040, 920, 1386]
railway-body: ಮೈಸೂರು, ಆ. 29- ಮೈಸೂರು ರೈಲ್ವೆ ವಿಭಾಗವು ಫಿಟ್ ಇಂಡಿಯಾ ಪ್ರಚಾರದ ಅಂಗವಾಗಿ ಆ. 19 ರಿಂದ ಸೆಪ್ಟೆಂಬರ್ 2 ರವರೆಗೆ ಆಚರಿಸುತ್ತಿರುವ ‘ಫಿಟ್ ಇಂಡಿಯಾ ಸ್ವಚ್ಛತಾ ಅಭಿಯಾನ’ದ ಭಾಗವಾಗಿ ಮೈಸೂರು ರೈಲ್ವೆ ನಿಲ್ದಾಣದಿಂದ 5 ಕಿ.ಮೀ. ದೂರದವರೆಗೆ ರೈಲ್ವೆ ಹಳಿಗಳ ಎರಡೂ ಬದಿಯಲ್ಲಿ ಸ್ವಚ್ಛತಾ ಕಾರ್ಯ ನಡೆಸಲಾಯಿತು. ರೈಲ್ವೆ ಸುರಕ್ಷತಾ ಪಡೆಯ ಅಧಿಕಾರಿಗಳು ಹಾಗೂ ಸಿಬ್ಬಂದಿಗಳು ಪ್ಲಾಸ್ಟಿಕ್ ತ್ಯಾಜ್ಯ, ಕಸ ಮತ್ತು ಪೊದೆಗಳನ್ನು ತೆರವುಗೊಳಿಸಿದರು. ವಿಭಾಗೀಯ ರೈಲ್ವೆ ವ್ಯವಸ್ಥಾಪಕರಾದ ಅಪರ್ಣಾ ಗರ್ಗ್ ಅವರು ಅಭಿಯಾನದ ನೇತೃತ್ವ ವಹಿಸಿದ್ದರು. ಹಿರಿಯ ಅಧಿಕಾರಿಗಳು, ಸಿಬ್ಬಂದಿ ಹಾಗೂ ಸ್ವಯಂಸೇವಕರು ಅಭಿಯಾನದಲ್ಲಿ ಪಾಲ್ಗೊಂಡು ಪರಿಸರ ಸ್ವಚ್ಛತೆ ಮತ್ತು ಆರೋಗ್ಯದ ಕುರಿತು ಜಾಗೃತಿ ಮೂಡಿಸಿದರು. ಎಲ್ಲರೂ ಸಾಮಾಜಿಕ ಅಂತರ ಕಾಯ್ದುಕೊಂಡು ಮಾಸ್ಕ್ ಧರಿಸಿ ಕಾರ್ಯದಲ್ಲಿ ಭಾಗವಹಿಸಿದರು. ಫಿಟ್ ಇಂಡಿಯಾ ಆಂದೋಲನದ ಅಂಗವಾಗಿ ವಿವಿಧ ಜಾಗೃತಿ ಕಾರ್ಯಕ್ರಮಗಳನ್ನು ಹಮ್ಮಿಕೊಳ್ಳಲಾಗಿದೆ. — [28, 806, 288, 862]
story-basava-headline: ಬಸವ ಪುತ್ಥಳಿ ಮುಂಭಾಗ ಗಿಡಗಳಿಗೆ ನೀರೆರೆಯುವ ಮೂಲಕ ರಾಜೇಂದ್ರ ಶ್ರೀಗಳ ಜಯಂತಿ ಆಚರಣೆ — [28, 459, 268, 487]
obit-body-2: ಮೈಸೂರು, ಆ. 29- ಮೈಸೂರು ಸಿಟಿ ಕಾಲೇಜು ಬಡಾವಣೆ ನಿವಾಸಿ, ಖಾಸಗಿ ಕಂಪನಿ ಉದ್ಯೋಗಿ ನವೀನ್ ಹೆಚ್.ರಾವ್‌ಕರ್ (52) ಅವರು ಹೃದಯಾಘಾತದಿಂದ ಶುಕ್ರವಾರ ರಾತ್ರಿ ನಿಧನರಾದರು. ಮೃತರು ಪತ್ನಿ, ಪುತ್ರ, ಪುತ್ರಿ ಹಾಗೂ ಅಪಾರ ಬಂಧು ಮಿತ್ರರನ್ನು ಅಗಲಿದ್ದಾರೆ. — [96, 1081, 288, 1105]
exam-headline-2: ಕುರಿತು ಆನ್‌ಲೈನ್ ತರಬೇತಿ — [803, 1054, 892, 1065]
group-figures — [38, 328, 278, 418]
covid-row-l2: ಒಟ್ಟು ಸೋಂಕಿತರು 7539, ಸಕ್ರಿಯ — [473, 548, 556, 556]
covid-row-district: ಹಾಸನ: — [473, 537, 492, 546]
shed-side-box — [638, 1113, 768, 1309]
covid-headline-1: ಮೈಸೂರಲ್ಲಿ 17 ಸಾವಿರ — [392, 333, 570, 359]
divider — [296, 328, 920, 330]
social-headline: ಪರಿಣಾಮಕಾರಿಯಾಗಿ ಸಾಮಾಜಿಕ ಮಾಧ್ಯಮಗಳ ಬಳಸಿಕೊಳ್ಳಿ — [429, 780, 678, 796]
social-box-line-1: ಇಲಾಖಾ ಅಧಿಕಾರಿಗಳಿಗೆ ವಾರ್ತಾ ಮತ್ತು ಸಾರ್ವಜನಿಕ — [675, 804, 824, 814]
obit-body-4: ಮೈಸೂರು, ಆ.29- ಮೈಸೂರು ತಾಲ್ಲೂಕು ವರುಣಾ ಗ್ರಾಮದ ನಿವಾಸಿ ಶಿವಣ್ಣ (75) ಅವರು ವಯೋಸಹಜ ಕಾಯಿಲೆಯಿಂದ ನಿಧನರಾದರು. ಮೃತರು ಪತ್ನಿ, ಮೂವರು ಪುತ್ರರು, ಪುತ್ರಿ ಹಾಗೂ ಅಪಾರ ಬಂಧು ಮಿತ್ರರನ್ನು ಅಗಲಿದ್ದಾರೆ. ಮೃತರ ಅಂತ್ಯಕ್ರಿಯೆ ಸ್ವಗ್ರಾಮದಲ್ಲಿ ನೆರವೇರಿತು. — [96, 1241, 288, 1265]
page-number: 9 — [64, 51, 78, 70]
railway-headline-1: ಮೈಸೂರು ರೈಲ್ವೆ ವಿಭಾಗದಿಂದ ‘ಫಿಟ್ — [81, 651, 235, 666]
registration-mark-black — [232, 1405, 242, 1415]
story-darshan — [28, 77, 288, 277]
page-number-badge — [28, 51, 98, 70]
paper-name: ಮೈಸೂರು ಮಿತ್ರ — [404, 52, 479, 70]
story-muda — [28, 281, 288, 453]
hostel-subhead-2: ●ಬೇಡಿಕೆ ಈಡೇರುವ ಭರವಸೆ ನೀಡುವವರೆಗೂ ಸಂಪ ಬೇಳಿ ಪ್ರತಿಭಟನೆ ಎಚ್ಚರಿಕೆ — [674, 383, 823, 390]
obit-sub-1: ಸಂತಾಪ: ಶ್ರೀಮತಿ ಪ್ರೇಮಾ ಅವರ ನಿಧನಕ್ಕೆ ಕೆ.ಆರ್. ಆಸ್ಪತ್ರೆಯ ನಿವೃತ್ತ ನೌಕರರ ಸಂಘ ಸಂತಾಪ ಸೂಚಿಸಿದೆ. — [28, 1049, 235, 1056]
registration-mark-cyan — [460, 1405, 470, 1415]
covid-row-l1: ಸೋಂಕಿತರು 325, — [494, 537, 544, 546]
steps — [48, 566, 158, 602]
covid-table-title: ಆ.29ರ ಕೊರೊನಾ ಜಿಲ್ಲಾ ವಿವರ — [469, 407, 665, 419]
lead-banner: ಶ್ರೀಮಂತರು, ರಾಜಕಾರಣಿಗಳ ಮಕ್ಕಳು, ಚಿತ್ರರಂಗದವರ ಘಮಲು — [296, 100, 920, 134]
social-box — [579, 800, 920, 834]
divider — [28, 455, 288, 456]
obit-body-1: ಮೈಸೂರು, ಆ.29- ಮೈಸೂರು ಕೆ.ಆರ್. ಆಸ್ಪತ್ರೆಯ ನಿವೃತ್ತ ಶುಶ್ರೂಷಕಿ, ಮೂಲತಃ ಸರಗೂರು ನಿವಾಸಿ ಶ್ರೀಮತಿ ಪ್ರೇಮಾ ಅವರು ಅನಾರೋಗ್ಯದಿಂದ ಶನಿವಾರ ಬೆಳಿಗ್ಗೆ ನಿಧನರಾದರು. ಅವರಿಗೆ 60 ವರ್ಷ ವಯಸ್ಸಾಗಿತ್ತು. ಮೃತರು ಪತಿ, ಪುತ್ರ, ಪುತ್ರಿ ಹಾಗೂ ಅಪಾರ ಬಂಧು ಮಿತ್ರರನ್ನು ಅಗಲಿದ್ದಾರೆ. ಮೃತರ ಅಂತ್ಯಕ್ರಿಯೆ ಇಂದು ನಡೆಯಲಿದೆ. — [94, 977, 288, 1009]
shawl-figure — [196, 134, 236, 194]
obit-body-3: ಮೈಸೂರು, ಆ.29- ಮೈಸೂರಿನ ಕುವೆಂಪುನಗರ ಬಡಾವಣೆ ನಿವಾಸಿ, ನಿವೃತ್ತ ಅಧಿಕಾರಿ ಟಿ.ಆರ್.ವೇಣುಗೋಪಾಲ್ (67) ಅವರು ಅನಾರೋಗ್ಯದಿಂದ ನಿಧನರಾದರು. ಮೃತರು ಪತ್ನಿ, ಇಬ್ಬರು ಪುತ್ರರನ್ನು ಅಗಲಿದ್ದಾರೆ. — [28, 1157, 228, 1181]
hostel-headline-2: ಅಡುಗೆ ಸಿಬ್ಬಂದಿ ಪ್ರತಿಭಟನೆ — [742, 351, 852, 366]
covid-row-mandya — [469, 419, 665, 457]
obituary-section — [28, 947, 288, 1385]
covid-row-l3: ಸೋಂಕಿತರು 2352, ಗುಣಮುಖ 5004, ಸಾವು 183 — [473, 558, 608, 566]
hostel-story — [674, 332, 920, 772]
social-box-line-2: ಸಂಪರ್ಕ ಆಯುಕ್ತ ಡಾ.ಪಿ.ಎಸ್.ಹರ್ಷ ಸೂಚನೆ — [682, 819, 817, 829]
basava-body: ಮೈಸೂರು, ಆ.29- ಶ್ರೀ ಶಿವರಾತ್ರಿ ರಾಜೇಂದ್ರ ಮಹಾಸ್ವಾಮಿಗಳವರ 105ನೇ ಜಯಂತಿ ಅಂಗವಾಗಿ ನಾಡಿ ಜ್ಯೋತಿ ಹಸ್ತ ಮಹಿಳಾ ಸಂಘದ ವತಿಯಿಂದ ಮೈಸೂರಿನ ರಾಮಾನುಜ ರಸ್ತೆಯಲ್ಲಿರುವ ಬಸವ ಪುತ್ಥಳಿ ಮುಂಭಾಗದ ಉದ್ಯಾನವನದಲ್ಲಿ ಗಿಡಗಳಿಗೆ ನೀರು ಹಾಕುವ ಮೂಲಕ ಜಯಂತಿ ಆಚರಿಸಲಾಯಿತು. ಕಾರ್ಯಕ್ರಮದಲ್ಲಿ ಸಂಘದ ಅಧ್ಯಕ್ಷರು, ಪದಾಧಿಕಾರಿಗಳು ಹಾಗೂ ಸದಸ್ಯರು ಭಾಗವಹಿಸಿದ್ದರು. — [184, 492, 288, 556]
garland — [178, 338, 218, 388]
header-rule — [28, 73, 920, 75]
registration-mark-magenta — [204, 1405, 214, 1415]
story-muda-headline: ಮುಡಾ ನೂತನ ಅಧ್ಯಕ್ಷ ಹೆಚ್.ವಿ.ರಾಜೀವ್‌ಗೆ ಅಭಿನಂದನ — [28, 281, 235, 295]
basava-photo — [28, 492, 180, 640]
shed-caption: ಮೈಸೂರಿನ ಗೋಕುಲಂ 4ನೇ ಹಂತದ ಮಂಜುನಾಥಪುರದಲ್ಲಿ ಅನಧಿಕೃತವಾಗಿ ನಿರ್ಮಿಸಿದ್ದ ಶೆಡ್‌ಗಳನ್ನು ಜೆಸಿಬಿ ಯಂತ್ರದ ಮೂಲಕ ತೆರವುಗೊಳಿಸಲಾಯಿತು. — [410, 1259, 619, 1274]
obit-name-3: ಟಿ.ಆರ್.ವೇಣುಗೋಪಾಲ್ — [96, 1147, 160, 1156]
page-label: ಪುಟ — [33, 55, 47, 65]
social-story — [429, 778, 920, 1036]
obit-name-2: ನವೀನ್ ಹೆಚ್.ರಾವ್‌ಕರ್ — [98, 1071, 158, 1080]
cooking-pot — [720, 498, 760, 528]
lead-subhead-2: ●ಈಗ ಬಯಲಾಗಿರುವುದು ಬರೀ ಸ್ಯಾಂಪಲ್ — [410, 157, 563, 170]
covid-row-chamarajanagar — [469, 457, 665, 495]
covid-tail: 129, ಚಿಕ್ಕಬಳ್ಳಾಪುರ 102, ಚಿತ್ರದುರ್ಗ 100, ಯಾದಗಿರಿ 98, ದಾವಣಗೆರೆ 93, ಕೋಲಾರ 51, ಬೀದರ್ 46, ಕೊಡಗು 46 ಹಾಗೂ ಚಾಮರಾಜನಗರ ಜಿಲ್ಲೆಯಲ್ಲಿ 45 ಸೋಂಕಿತರು ಪತ್ತೆಯಾಗಿದ್ದಾರೆ. ರಾಜ್ಯದಲ್ಲಿ ಒಟ್ಟು ಸೋಂಕಿತರ ಸಂಖ್ಯೆ 3,27,076ಕ್ಕೆ ಏರಿಕೆಯಾಗಿದ್ದು, 2,35,128 ಮಂದಿ ಗುಣಮುಖರಾಗಿದ್ದಾರೆ. 86,646 ಸಕ್ರಿಯ ಪ್ರಕರಣಗಳಿವೆ. ರಾಜ್ಯದಲ್ಲಿ ಶನಿವಾರ 115 ಮಂದಿ ಸಾವನ್ನಪ್ಪಿದ್ದು, ಮೃತರ ಸಂಖ್ಯೆ 5,483ಕ್ಕೆ ಏರಿದೆ. ಲಕ್ಷಣ ರಹಿತ ಸೋಂಕಿತರು ಹೋಂ ಐಸೋಲೇಷನ್‌ನಲ್ಲಿ ಚಿಕಿತ್ಸೆ ಪಡೆಯುತ್ತಿದ್ದಾರೆ. — [296, 672, 666, 696]
story-railway — [28, 650, 288, 940]
registration-mark-cyan — [190, 1405, 200, 1415]
story-darshan-headline: ಸುತ್ತೂರು ಶ್ರೀಗಳ ಆಶೀರ್ವಾದ ಪಡೆದ ದರ್ಶನ್ — [28, 77, 195, 91]
shed-side-signature: - ಜೀವ ಚಾವಂದಾಯ್ — [713, 1281, 764, 1289]
